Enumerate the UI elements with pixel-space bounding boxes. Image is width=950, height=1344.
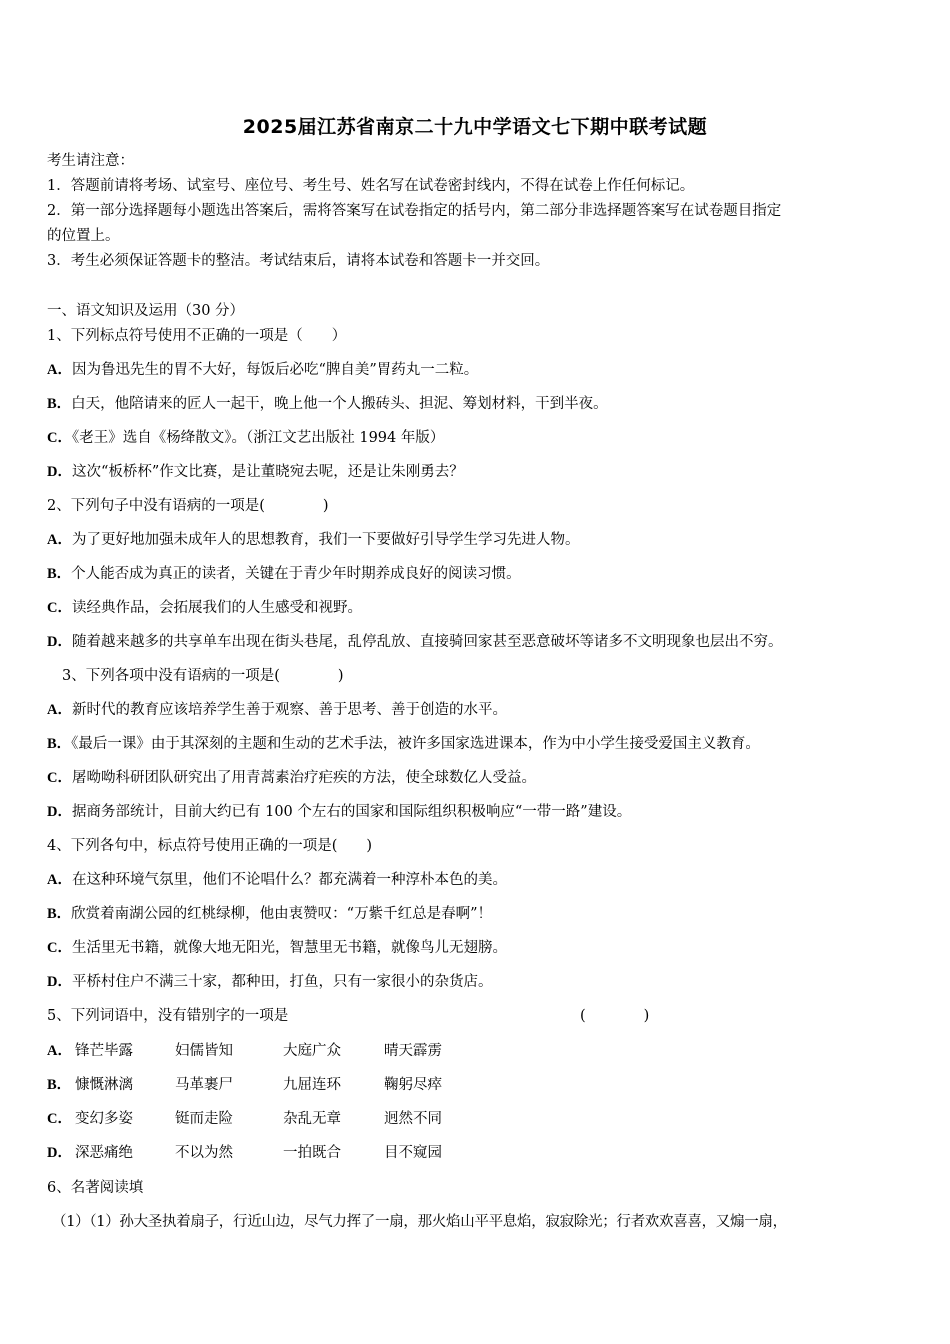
option-text: 个人能否成为真正的读者，关键在于青少年时期养成良好的阅读习惯。 xyxy=(71,566,521,582)
option-text: 白天，他陪请来的匠人一起干，晚上他一个人搬砖头、担泥、筹划材料，干到半夜。 xyxy=(71,396,608,412)
option-item xyxy=(47,530,579,550)
option-item xyxy=(47,1109,547,1129)
option-letter: D． xyxy=(47,1145,72,1161)
option-letter: B． xyxy=(47,906,72,922)
option-word: 一拍既合 xyxy=(283,1145,341,1161)
option-letter: B． xyxy=(47,396,72,412)
option-letter: A． xyxy=(47,872,72,888)
option-item xyxy=(47,734,760,754)
option-item xyxy=(47,938,507,958)
notice-item: 1．答题前请将考场、试室号、座位号、考生号、姓名写在试卷密封线内，不得在试卷上作任何标记。 xyxy=(47,178,695,194)
option-letter: B． xyxy=(47,1077,72,1093)
option-item xyxy=(47,360,478,380)
option-letter: B． xyxy=(47,736,72,752)
question-stem: 1、下列标点符号使用不正确的一项是（ ） xyxy=(47,328,347,344)
option-letter: A． xyxy=(47,702,72,718)
option-word: 晴天霹雳 xyxy=(384,1043,442,1059)
option-letter: C． xyxy=(47,940,72,956)
page-title: 2025届江苏省南京二十九中学语文七下期中联考试题 xyxy=(242,116,708,138)
option-item xyxy=(47,394,608,414)
option-word: 变幻多姿 xyxy=(75,1111,133,1127)
option-letter: D． xyxy=(47,464,72,480)
option-word: 不以为然 xyxy=(175,1145,233,1161)
section-heading: 一、语文知识及运用（30 分） xyxy=(47,303,245,319)
option-letter: C． xyxy=(47,430,72,446)
question-stem: 2、下列句子中没有语病的一项是( ) xyxy=(47,498,329,514)
option-item xyxy=(47,870,507,890)
option-item xyxy=(47,768,536,788)
option-word: 慷慨淋漓 xyxy=(75,1077,133,1093)
option-word: 目不窥园 xyxy=(384,1145,442,1161)
option-letter: B． xyxy=(47,566,72,582)
sub-question: （1）（1）孙大圣执着扇子，行近山边，尽气力挥了一扇，那火焰山平平息焰，寂寂除光；行者欢欢喜喜，又煽一扇， xyxy=(52,1214,787,1230)
option-item xyxy=(47,802,631,822)
option-word: 深恶痛绝 xyxy=(75,1145,133,1161)
option-word: 鞠躬尽瘁 xyxy=(384,1077,442,1093)
option-item xyxy=(47,598,362,618)
option-word: 铤而走险 xyxy=(175,1111,233,1127)
option-text: 这次“板桥杯”作文比赛，是让董晓宛去呢，还是让朱刚勇去？ xyxy=(71,464,464,480)
option-text: 《老王》选自《杨绛散文》。（浙江文艺出版社 1994 年版） xyxy=(71,430,445,446)
option-letter: A． xyxy=(47,1043,72,1059)
option-item xyxy=(47,1075,547,1095)
option-item xyxy=(47,1041,547,1061)
option-word: 杂乱无章 xyxy=(283,1111,341,1127)
option-item xyxy=(47,564,521,584)
option-word: 马革裹尸 xyxy=(175,1077,233,1093)
option-item xyxy=(47,904,492,924)
option-item xyxy=(47,1143,547,1163)
option-word: 九屈连环 xyxy=(283,1077,341,1093)
notice-item: 3．考生必须保证答题卡的整洁。考试结束后，请将本试卷和答题卡一并交回。 xyxy=(47,253,550,269)
option-text: 平桥村住户不满三十家，都种田，打鱼，只有一家很小的杂货店。 xyxy=(71,974,493,990)
option-text: 屠呦呦科研团队研究出了用青蒿素治疗疟疾的方法，使全球数亿人受益。 xyxy=(71,770,536,786)
option-text: 《最后一课》由于其深刻的主题和生动的艺术手法，被许多国家选进课本，作为中小学生接受爱国主义教育。 xyxy=(71,736,760,752)
option-item xyxy=(47,700,507,720)
option-letter: D． xyxy=(47,804,72,820)
option-letter: A． xyxy=(47,532,72,548)
option-text: 读经典作品，会拓展我们的人生感受和视野。 xyxy=(71,600,362,616)
notice-item: 2．第一部分选择题每小题选出答案后，需将答案写在试卷指定的括号内，第二部分非选择题答案写在试卷题目指定 xyxy=(47,203,782,219)
option-text: 为了更好地加强未成年人的思想教育，我们一下要做好引导学生学习先进人物。 xyxy=(71,532,580,548)
option-text: 在这种环境气氛里，他们不论唱什么？都充满着一种淳朴本色的美。 xyxy=(71,872,507,888)
option-text: 随着越来越多的共享单车出现在街头巷尾，乱停乱放、直接骑回家甚至恶意破坏等诸多不文明现象也层出不穷。 xyxy=(71,634,783,650)
notice-heading: 考生请注意： xyxy=(47,153,134,169)
option-item xyxy=(47,972,492,992)
option-letter: A． xyxy=(47,362,72,378)
option-letter: C． xyxy=(47,1111,72,1127)
question-stem: 4、下列各句中，标点符号使用正确的一项是( ) xyxy=(47,838,373,854)
option-text: 因为鲁迅先生的胃不大好，每饭后必吃“脾自美”胃药丸一二粒。 xyxy=(71,362,479,378)
option-word: 妇儒皆知 xyxy=(175,1043,233,1059)
option-word: 锋芒毕露 xyxy=(75,1043,133,1059)
answer-bracket: ( ) xyxy=(580,1008,650,1024)
option-letter: D． xyxy=(47,974,72,990)
option-letter: C． xyxy=(47,600,72,616)
question-stem: 5、下列词语中，没有错别字的一项是 xyxy=(47,1008,289,1024)
question-stem: 3、下列各项中没有语病的一项是( ) xyxy=(62,668,344,684)
option-letter: C． xyxy=(47,770,72,786)
option-item xyxy=(47,428,444,448)
question-stem: 6、名著阅读填 xyxy=(47,1180,144,1196)
notice-item: 的位置上。 xyxy=(47,228,120,244)
option-word: 迥然不同 xyxy=(384,1111,442,1127)
option-text: 欣赏着南湖公园的红桃绿柳，他由衷赞叹：“万紫千红总是春啊”！ xyxy=(71,906,492,922)
option-text: 据商务部统计，目前大约已有 100 个左右的国家和国际组织积极响应“一带一路”建设。 xyxy=(71,804,632,820)
option-item xyxy=(47,632,782,652)
option-letter: D． xyxy=(47,634,72,650)
option-text: 生活里无书籍，就像大地无阳光，智慧里无书籍，就像鸟儿无翅膀。 xyxy=(71,940,507,956)
option-text: 新时代的教育应该培养学生善于观察、善于思考、善于创造的水平。 xyxy=(71,702,507,718)
option-item xyxy=(47,462,464,482)
option-word: 大庭广众 xyxy=(283,1043,341,1059)
